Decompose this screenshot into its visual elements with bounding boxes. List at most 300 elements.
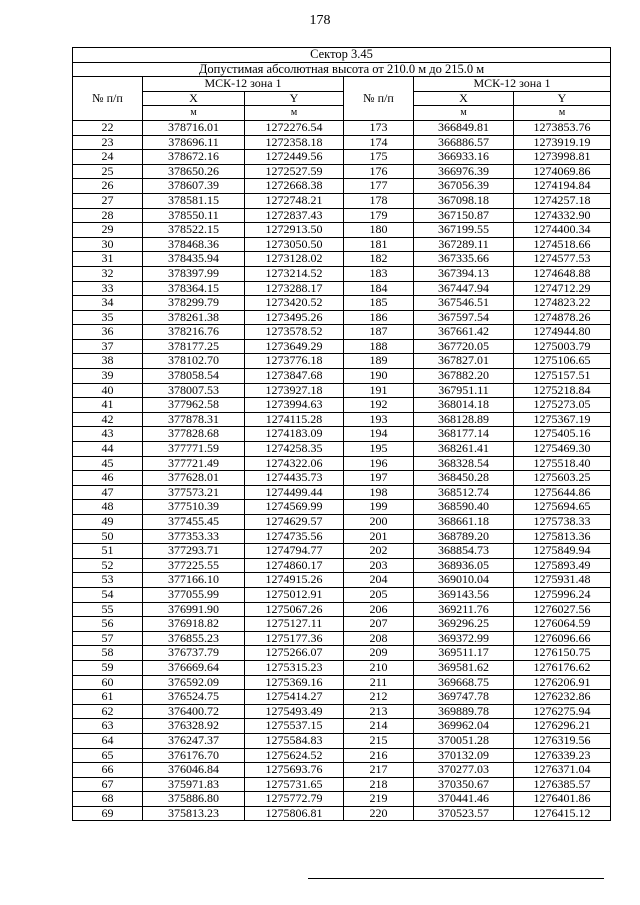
crs-header-left: МСК-12 зона 1 bbox=[143, 77, 344, 92]
y-value: 1273050.50 bbox=[245, 237, 344, 252]
y-value: 1275273.05 bbox=[514, 398, 611, 413]
x-value: 367882.20 bbox=[414, 369, 514, 384]
y-value: 1273998.81 bbox=[514, 150, 611, 165]
y-value: 1275996.24 bbox=[514, 587, 611, 602]
x-value: 378650.26 bbox=[143, 164, 245, 179]
x-value: 368128.89 bbox=[414, 412, 514, 427]
x-value: 376592.09 bbox=[143, 675, 245, 690]
point-number: 26 bbox=[73, 179, 143, 194]
y-value: 1274823.22 bbox=[514, 296, 611, 311]
y-value: 1274860.17 bbox=[245, 558, 344, 573]
x-value: 377353.33 bbox=[143, 529, 245, 544]
y-value: 1275738.33 bbox=[514, 515, 611, 530]
table-row bbox=[73, 427, 611, 442]
x-value: 367394.13 bbox=[414, 266, 514, 281]
y-value: 1274332.90 bbox=[514, 208, 611, 223]
y-value: 1275369.16 bbox=[245, 675, 344, 690]
y-value: 1274735.56 bbox=[245, 529, 344, 544]
x-value: 378435.94 bbox=[143, 252, 245, 267]
point-number: 41 bbox=[73, 398, 143, 413]
y-value: 1274115.28 bbox=[245, 412, 344, 427]
point-number: 65 bbox=[73, 748, 143, 763]
y-value: 1272276.54 bbox=[245, 120, 344, 135]
point-number: 220 bbox=[344, 806, 414, 821]
x-value: 368261.41 bbox=[414, 442, 514, 457]
x-value: 375971.83 bbox=[143, 777, 245, 792]
x-value: 367447.94 bbox=[414, 281, 514, 296]
height-caption: Допустимая абсолютная высота от 210.0 м до 215.0 м bbox=[73, 62, 611, 77]
point-number: 208 bbox=[344, 631, 414, 646]
point-number: 205 bbox=[344, 587, 414, 602]
x-value: 368936.05 bbox=[414, 558, 514, 573]
x-value: 376669.64 bbox=[143, 660, 245, 675]
y-value: 1275003.79 bbox=[514, 339, 611, 354]
y-value: 1274648.88 bbox=[514, 266, 611, 281]
y-value: 1275813.36 bbox=[514, 529, 611, 544]
point-number: 29 bbox=[73, 223, 143, 238]
y-value: 1275315.23 bbox=[245, 660, 344, 675]
x-value: 370350.67 bbox=[414, 777, 514, 792]
point-number: 52 bbox=[73, 558, 143, 573]
point-number: 214 bbox=[344, 719, 414, 734]
y-value: 1275157.51 bbox=[514, 369, 611, 384]
point-number: 66 bbox=[73, 763, 143, 778]
point-number: 48 bbox=[73, 500, 143, 515]
x-value: 369372.99 bbox=[414, 631, 514, 646]
y-value: 1274878.26 bbox=[514, 310, 611, 325]
point-number: 187 bbox=[344, 325, 414, 340]
table-row bbox=[73, 675, 611, 690]
y-value: 1273214.52 bbox=[245, 266, 344, 281]
table-row bbox=[73, 442, 611, 457]
y-value: 1274518.66 bbox=[514, 237, 611, 252]
x-value: 377721.49 bbox=[143, 456, 245, 471]
table-row bbox=[73, 135, 611, 150]
point-number: 33 bbox=[73, 281, 143, 296]
table-row bbox=[73, 208, 611, 223]
table-row bbox=[73, 485, 611, 500]
point-number: 36 bbox=[73, 325, 143, 340]
y-value: 1275177.36 bbox=[245, 631, 344, 646]
y-value: 1272748.21 bbox=[245, 193, 344, 208]
x-value: 367546.51 bbox=[414, 296, 514, 311]
bottom-rule bbox=[308, 878, 604, 879]
point-number: 50 bbox=[73, 529, 143, 544]
table-row bbox=[73, 792, 611, 807]
table-row bbox=[73, 748, 611, 763]
point-number: 183 bbox=[344, 266, 414, 281]
x-value: 378581.15 bbox=[143, 193, 245, 208]
x-value: 369668.75 bbox=[414, 675, 514, 690]
point-number: 181 bbox=[344, 237, 414, 252]
num-header-left: № п/п bbox=[73, 77, 143, 121]
table-row bbox=[73, 412, 611, 427]
table-row bbox=[73, 193, 611, 208]
x-value: 366886.57 bbox=[414, 135, 514, 150]
x-value: 369296.25 bbox=[414, 617, 514, 632]
point-number: 207 bbox=[344, 617, 414, 632]
x-value: 367827.01 bbox=[414, 354, 514, 369]
x-value: 367951.11 bbox=[414, 383, 514, 398]
y-value: 1276401.86 bbox=[514, 792, 611, 807]
point-number: 212 bbox=[344, 690, 414, 705]
table-row bbox=[73, 660, 611, 675]
point-number: 40 bbox=[73, 383, 143, 398]
x-value: 376247.37 bbox=[143, 733, 245, 748]
x-value: 378299.79 bbox=[143, 296, 245, 311]
point-number: 195 bbox=[344, 442, 414, 457]
point-number: 43 bbox=[73, 427, 143, 442]
point-number: 62 bbox=[73, 704, 143, 719]
y-value: 1274183.09 bbox=[245, 427, 344, 442]
y-value: 1273288.17 bbox=[245, 281, 344, 296]
y-value: 1275414.27 bbox=[245, 690, 344, 705]
point-number: 55 bbox=[73, 602, 143, 617]
table-row bbox=[73, 164, 611, 179]
point-number: 211 bbox=[344, 675, 414, 690]
table-row bbox=[73, 237, 611, 252]
y-value: 1275603.25 bbox=[514, 471, 611, 486]
y-value: 1274944.80 bbox=[514, 325, 611, 340]
point-number: 190 bbox=[344, 369, 414, 384]
point-number: 34 bbox=[73, 296, 143, 311]
x-value: 367199.55 bbox=[414, 223, 514, 238]
table-row bbox=[73, 719, 611, 734]
y-value: 1273853.76 bbox=[514, 120, 611, 135]
y-value: 1275731.65 bbox=[245, 777, 344, 792]
table-row bbox=[73, 617, 611, 632]
x-value: 378468.36 bbox=[143, 237, 245, 252]
point-number: 204 bbox=[344, 573, 414, 588]
table-row bbox=[73, 398, 611, 413]
y-value: 1274258.35 bbox=[245, 442, 344, 457]
point-number: 64 bbox=[73, 733, 143, 748]
table-row bbox=[73, 296, 611, 311]
table-row bbox=[73, 354, 611, 369]
point-number: 213 bbox=[344, 704, 414, 719]
y-value: 1274712.29 bbox=[514, 281, 611, 296]
point-number: 219 bbox=[344, 792, 414, 807]
table-row bbox=[73, 223, 611, 238]
point-number: 25 bbox=[73, 164, 143, 179]
unit-label: м bbox=[514, 106, 611, 121]
y-value: 1272527.59 bbox=[245, 164, 344, 179]
x-value: 368328.54 bbox=[414, 456, 514, 471]
table-row bbox=[73, 339, 611, 354]
point-number: 35 bbox=[73, 310, 143, 325]
point-number: 215 bbox=[344, 733, 414, 748]
table-row bbox=[73, 120, 611, 135]
point-number: 203 bbox=[344, 558, 414, 573]
point-number: 38 bbox=[73, 354, 143, 369]
x-value: 369211.76 bbox=[414, 602, 514, 617]
point-number: 177 bbox=[344, 179, 414, 194]
x-value: 368512.74 bbox=[414, 485, 514, 500]
point-number: 37 bbox=[73, 339, 143, 354]
x-value: 369010.04 bbox=[414, 573, 514, 588]
point-number: 176 bbox=[344, 164, 414, 179]
y-value: 1276319.56 bbox=[514, 733, 611, 748]
x-value: 376991.90 bbox=[143, 602, 245, 617]
y-value: 1274257.18 bbox=[514, 193, 611, 208]
point-number: 49 bbox=[73, 515, 143, 530]
table-row bbox=[73, 266, 611, 281]
y-value: 1275849.94 bbox=[514, 544, 611, 559]
table-row bbox=[73, 515, 611, 530]
point-number: 216 bbox=[344, 748, 414, 763]
y-value: 1273776.18 bbox=[245, 354, 344, 369]
sector-title: Сектор 3.45 bbox=[73, 48, 611, 63]
point-number: 42 bbox=[73, 412, 143, 427]
y-value: 1275367.19 bbox=[514, 412, 611, 427]
point-number: 30 bbox=[73, 237, 143, 252]
x-value: 366849.81 bbox=[414, 120, 514, 135]
point-number: 67 bbox=[73, 777, 143, 792]
table-row bbox=[73, 369, 611, 384]
x-value: 378522.15 bbox=[143, 223, 245, 238]
point-number: 209 bbox=[344, 646, 414, 661]
table-row bbox=[73, 763, 611, 778]
x-value: 366933.16 bbox=[414, 150, 514, 165]
point-number: 217 bbox=[344, 763, 414, 778]
x-value: 377828.68 bbox=[143, 427, 245, 442]
point-number: 58 bbox=[73, 646, 143, 661]
table-row bbox=[73, 179, 611, 194]
y-value: 1276176.62 bbox=[514, 660, 611, 675]
x-value: 376524.75 bbox=[143, 690, 245, 705]
y-value: 1275806.81 bbox=[245, 806, 344, 821]
y-value: 1275584.83 bbox=[245, 733, 344, 748]
x-value: 378261.38 bbox=[143, 310, 245, 325]
x-value: 367720.05 bbox=[414, 339, 514, 354]
x-value: 367056.39 bbox=[414, 179, 514, 194]
x-value: 378058.54 bbox=[143, 369, 245, 384]
x-value: 367597.54 bbox=[414, 310, 514, 325]
y-header-left: Y bbox=[245, 91, 344, 106]
y-value: 1275067.26 bbox=[245, 602, 344, 617]
point-number: 189 bbox=[344, 354, 414, 369]
point-number: 45 bbox=[73, 456, 143, 471]
point-number: 178 bbox=[344, 193, 414, 208]
x-value: 378696.11 bbox=[143, 135, 245, 150]
y-value: 1276232.86 bbox=[514, 690, 611, 705]
table-row bbox=[73, 252, 611, 267]
point-number: 31 bbox=[73, 252, 143, 267]
x-value: 378007.53 bbox=[143, 383, 245, 398]
point-number: 192 bbox=[344, 398, 414, 413]
x-value: 377573.21 bbox=[143, 485, 245, 500]
x-value: 367150.87 bbox=[414, 208, 514, 223]
table-row bbox=[73, 587, 611, 602]
table-row bbox=[73, 631, 611, 646]
x-value: 377225.55 bbox=[143, 558, 245, 573]
y-value: 1275772.79 bbox=[245, 792, 344, 807]
y-value: 1276371.04 bbox=[514, 763, 611, 778]
x-value: 376918.82 bbox=[143, 617, 245, 632]
point-number: 61 bbox=[73, 690, 143, 705]
x-value: 369889.78 bbox=[414, 704, 514, 719]
table-row bbox=[73, 456, 611, 471]
x-value: 367661.42 bbox=[414, 325, 514, 340]
point-number: 60 bbox=[73, 675, 143, 690]
point-number: 57 bbox=[73, 631, 143, 646]
x-value: 370523.57 bbox=[414, 806, 514, 821]
x-value: 376737.79 bbox=[143, 646, 245, 661]
x-value: 368789.20 bbox=[414, 529, 514, 544]
point-number: 56 bbox=[73, 617, 143, 632]
point-number: 193 bbox=[344, 412, 414, 427]
point-number: 185 bbox=[344, 296, 414, 311]
x-value: 369143.56 bbox=[414, 587, 514, 602]
point-number: 180 bbox=[344, 223, 414, 238]
y-value: 1275693.76 bbox=[245, 763, 344, 778]
point-number: 28 bbox=[73, 208, 143, 223]
x-value: 368661.18 bbox=[414, 515, 514, 530]
point-number: 59 bbox=[73, 660, 143, 675]
point-number: 198 bbox=[344, 485, 414, 500]
y-value: 1275624.52 bbox=[245, 748, 344, 763]
y-value: 1275893.49 bbox=[514, 558, 611, 573]
x-value: 366976.39 bbox=[414, 164, 514, 179]
y-value: 1274577.53 bbox=[514, 252, 611, 267]
point-number: 47 bbox=[73, 485, 143, 500]
point-number: 197 bbox=[344, 471, 414, 486]
point-number: 44 bbox=[73, 442, 143, 457]
point-number: 174 bbox=[344, 135, 414, 150]
y-value: 1276339.23 bbox=[514, 748, 611, 763]
y-value: 1276275.94 bbox=[514, 704, 611, 719]
x-value: 378672.16 bbox=[143, 150, 245, 165]
unit-label: м bbox=[245, 106, 344, 121]
x-value: 370051.28 bbox=[414, 733, 514, 748]
y-value: 1275266.07 bbox=[245, 646, 344, 661]
point-number: 206 bbox=[344, 602, 414, 617]
point-number: 24 bbox=[73, 150, 143, 165]
x-value: 370441.46 bbox=[414, 792, 514, 807]
y-value: 1274069.86 bbox=[514, 164, 611, 179]
y-value: 1276296.21 bbox=[514, 719, 611, 734]
y-value: 1275694.65 bbox=[514, 500, 611, 515]
point-number: 194 bbox=[344, 427, 414, 442]
y-value: 1273847.68 bbox=[245, 369, 344, 384]
x-value: 378397.99 bbox=[143, 266, 245, 281]
y-value: 1273495.26 bbox=[245, 310, 344, 325]
x-value: 378102.70 bbox=[143, 354, 245, 369]
point-number: 53 bbox=[73, 573, 143, 588]
table-row bbox=[73, 383, 611, 398]
x-value: 376400.72 bbox=[143, 704, 245, 719]
y-value: 1273919.19 bbox=[514, 135, 611, 150]
table-row bbox=[73, 690, 611, 705]
point-number: 46 bbox=[73, 471, 143, 486]
point-number: 68 bbox=[73, 792, 143, 807]
x-value: 378216.76 bbox=[143, 325, 245, 340]
table-row bbox=[73, 500, 611, 515]
x-value: 370277.03 bbox=[414, 763, 514, 778]
x-value: 369511.17 bbox=[414, 646, 514, 661]
y-value: 1274915.26 bbox=[245, 573, 344, 588]
table-row bbox=[73, 646, 611, 661]
table-row bbox=[73, 602, 611, 617]
point-number: 173 bbox=[344, 120, 414, 135]
table-body bbox=[73, 120, 611, 821]
point-number: 188 bbox=[344, 339, 414, 354]
point-number: 175 bbox=[344, 150, 414, 165]
y-value: 1273128.02 bbox=[245, 252, 344, 267]
x-value: 368854.73 bbox=[414, 544, 514, 559]
y-value: 1272449.56 bbox=[245, 150, 344, 165]
x-header-right: X bbox=[414, 91, 514, 106]
point-number: 22 bbox=[73, 120, 143, 135]
y-value: 1276150.75 bbox=[514, 646, 611, 661]
y-value: 1274194.84 bbox=[514, 179, 611, 194]
point-number: 200 bbox=[344, 515, 414, 530]
x-value: 369747.78 bbox=[414, 690, 514, 705]
x-value: 377055.99 bbox=[143, 587, 245, 602]
coordinates-table bbox=[72, 47, 611, 821]
x-value: 377771.59 bbox=[143, 442, 245, 457]
x-value: 375813.23 bbox=[143, 806, 245, 821]
table-row bbox=[73, 733, 611, 748]
x-value: 367335.66 bbox=[414, 252, 514, 267]
y-value: 1274569.99 bbox=[245, 500, 344, 515]
table-row bbox=[73, 558, 611, 573]
point-number: 39 bbox=[73, 369, 143, 384]
point-number: 32 bbox=[73, 266, 143, 281]
y-value: 1274499.44 bbox=[245, 485, 344, 500]
point-number: 182 bbox=[344, 252, 414, 267]
x-value: 378550.11 bbox=[143, 208, 245, 223]
y-value: 1275493.49 bbox=[245, 704, 344, 719]
x-value: 378716.01 bbox=[143, 120, 245, 135]
y-value: 1276415.12 bbox=[514, 806, 611, 821]
y-value: 1275405.16 bbox=[514, 427, 611, 442]
x-value: 369962.04 bbox=[414, 719, 514, 734]
y-value: 1275218.84 bbox=[514, 383, 611, 398]
table-header bbox=[73, 48, 611, 121]
x-value: 378364.15 bbox=[143, 281, 245, 296]
y-value: 1274435.73 bbox=[245, 471, 344, 486]
point-number: 186 bbox=[344, 310, 414, 325]
x-value: 376328.92 bbox=[143, 719, 245, 734]
point-number: 202 bbox=[344, 544, 414, 559]
point-number: 54 bbox=[73, 587, 143, 602]
x-value: 377293.71 bbox=[143, 544, 245, 559]
point-number: 23 bbox=[73, 135, 143, 150]
point-number: 196 bbox=[344, 456, 414, 471]
point-number: 63 bbox=[73, 719, 143, 734]
y-value: 1274629.57 bbox=[245, 515, 344, 530]
x-value: 368590.40 bbox=[414, 500, 514, 515]
y-value: 1272913.50 bbox=[245, 223, 344, 238]
table-row bbox=[73, 325, 611, 340]
y-value: 1275931.48 bbox=[514, 573, 611, 588]
x-value: 367098.18 bbox=[414, 193, 514, 208]
table-row bbox=[73, 704, 611, 719]
point-number: 201 bbox=[344, 529, 414, 544]
point-number: 51 bbox=[73, 544, 143, 559]
point-number: 210 bbox=[344, 660, 414, 675]
y-value: 1275469.30 bbox=[514, 442, 611, 457]
x-value: 368177.14 bbox=[414, 427, 514, 442]
y-value: 1275518.40 bbox=[514, 456, 611, 471]
x-value: 377166.10 bbox=[143, 573, 245, 588]
x-value: 377878.31 bbox=[143, 412, 245, 427]
x-header-left: X bbox=[143, 91, 245, 106]
x-value: 375886.80 bbox=[143, 792, 245, 807]
table-row bbox=[73, 281, 611, 296]
x-value: 376046.84 bbox=[143, 763, 245, 778]
